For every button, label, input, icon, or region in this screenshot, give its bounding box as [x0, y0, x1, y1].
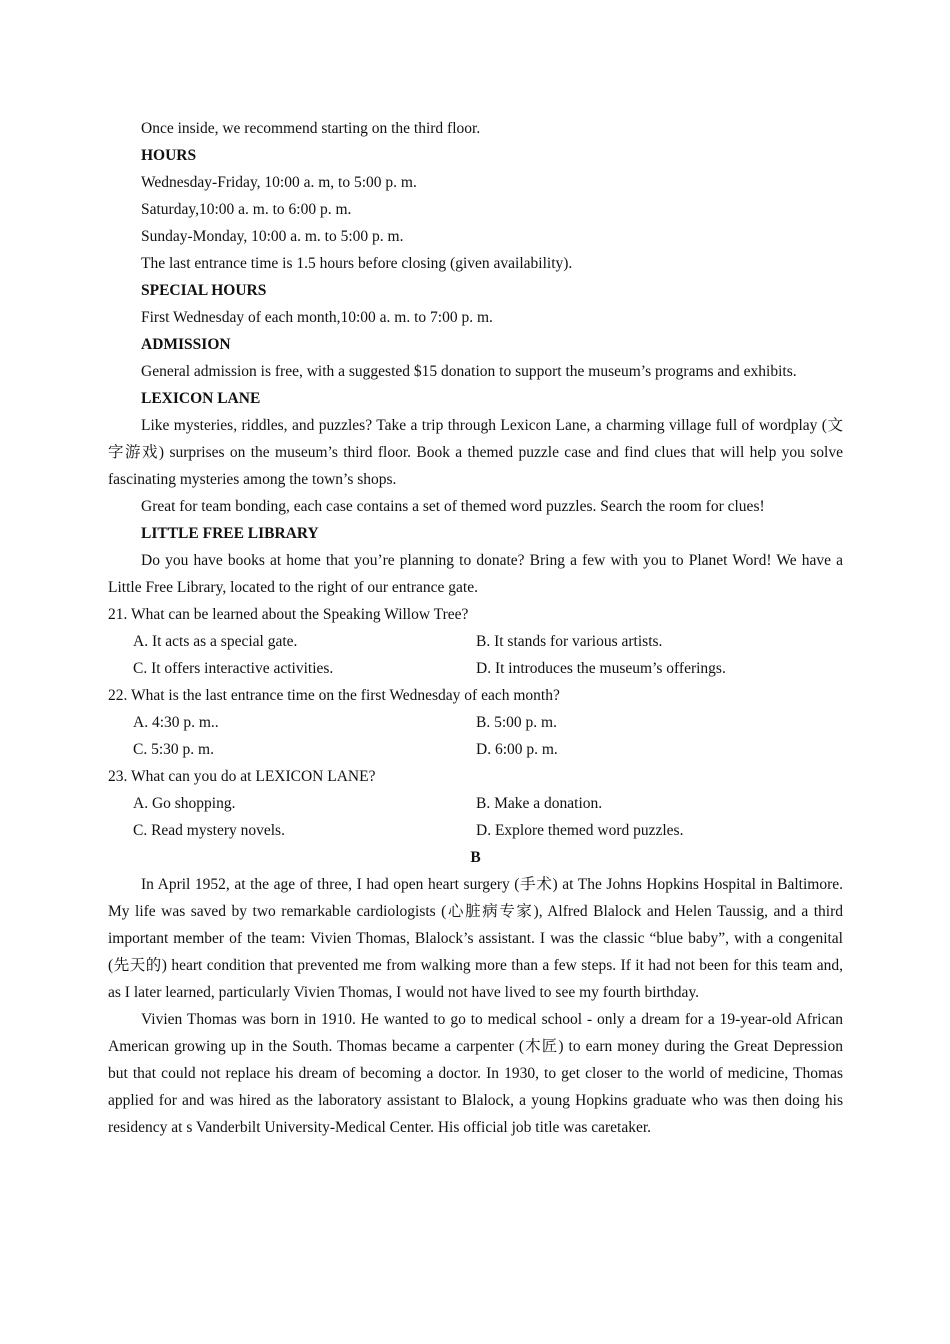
section-b-heading: B [470, 849, 481, 866]
little-free-library-heading: LITTLE FREE LIBRARY [141, 525, 319, 542]
answer-options [108, 790, 843, 844]
intro-text: Once inside, we recommend starting on the third floor. [141, 120, 481, 137]
lexicon-lane-paragraph: Great for team bonding, each case contains a set of themed word puzzles. Search the room for clues! [141, 498, 765, 515]
question-stem: 21. What can be learned about the Speaking Willow Tree? [108, 606, 469, 623]
document-page [108, 115, 843, 1141]
special-hours-heading: SPECIAL HOURS [141, 282, 267, 299]
option-c: C. Read mystery novels. [133, 822, 285, 839]
question-22 [108, 682, 843, 763]
little-free-library-text: Do you have books at home that you’re planning to donate? Bring a few with you to Planet Word! We have a Little Free Library, located to the right of our entrance gate. [108, 552, 843, 596]
special-hours-line: First Wednesday of each month,10:00 a. m. to 7:00 p. m. [141, 309, 493, 326]
hours-line: The last entrance time is 1.5 hours before closing (given availability). [141, 255, 573, 272]
option-d: D. Explore themed word puzzles. [476, 822, 684, 839]
option-c: C. It offers interactive activities. [133, 660, 334, 677]
hours-line: Saturday,10:00 a. m. to 6:00 p. m. [141, 201, 352, 218]
question-stem: 22. What is the last entrance time on the first Wednesday of each month? [108, 687, 560, 704]
answer-options [108, 628, 843, 682]
admission-heading: ADMISSION [141, 336, 231, 353]
passage-b-paragraph: In April 1952, at the age of three, I had open heart surgery (手术) at The Johns Hopkins Hospital in Baltimore. My life was saved by two remarkable cardiologists (心脏病专家), Alfred Blalock and Helen Taussig, and a third important member of the team: Vivien Thomas, Blalock’s assistant. I was the classic “blue baby”, with a congenital (先天的) heart condition that prevented me from walking more than a few steps. If it had not been for this team and, as I later learned, particularly Vivien Thomas, I would not have lived to see my fourth birthday. [108, 876, 843, 1001]
question-23 [108, 763, 843, 844]
option-c: C. 5:30 p. m. [133, 741, 214, 758]
option-d: D. 6:00 p. m. [476, 741, 558, 758]
option-a: A. 4:30 p. m.. [133, 714, 219, 731]
option-d: D. It introduces the museum’s offerings. [476, 660, 726, 677]
lexicon-lane-paragraph: Like mysteries, riddles, and puzzles? Take a trip through Lexicon Lane, a charming village full of wordplay (文字游戏) surprises on the museum’s third floor. Book a themed puzzle case and find clues that will help you solve fascinating mysteries among the town’s shops. [108, 417, 843, 488]
passage-b-paragraph: Vivien Thomas was born in 1910. He wanted to go to medical school - only a dream for a 19-year-old African American growing up in the South. Thomas became a carpenter (木匠) to earn money during the Great Depression but that could not replace his dream of becoming a doctor. In 1930, to get closer to the world of medicine, Thomas applied for and was hired as the laboratory assistant to Blalock, a young Hopkins graduate who was then doing his residency at s Vanderbilt University-Medical Center. His official job title was caretaker. [108, 1011, 843, 1136]
question-21 [108, 601, 843, 682]
option-a: A. Go shopping. [133, 795, 236, 812]
admission-text: General admission is free, with a suggested $15 donation to support the museum’s programs and exhibits. [141, 363, 797, 380]
option-b: B. 5:00 p. m. [476, 714, 557, 731]
option-a: A. It acts as a special gate. [133, 633, 298, 650]
option-b: B. Make a donation. [476, 795, 603, 812]
option-b: B. It stands for various artists. [476, 633, 663, 650]
answer-options [108, 709, 843, 763]
hours-line: Sunday-Monday, 10:00 a. m. to 5:00 p. m. [141, 228, 404, 245]
hours-line: Wednesday-Friday, 10:00 a. m, to 5:00 p. m. [141, 174, 417, 191]
lexicon-lane-heading: LEXICON LANE [141, 390, 261, 407]
hours-heading: HOURS [141, 147, 197, 164]
question-stem: 23. What can you do at LEXICON LANE? [108, 768, 376, 785]
